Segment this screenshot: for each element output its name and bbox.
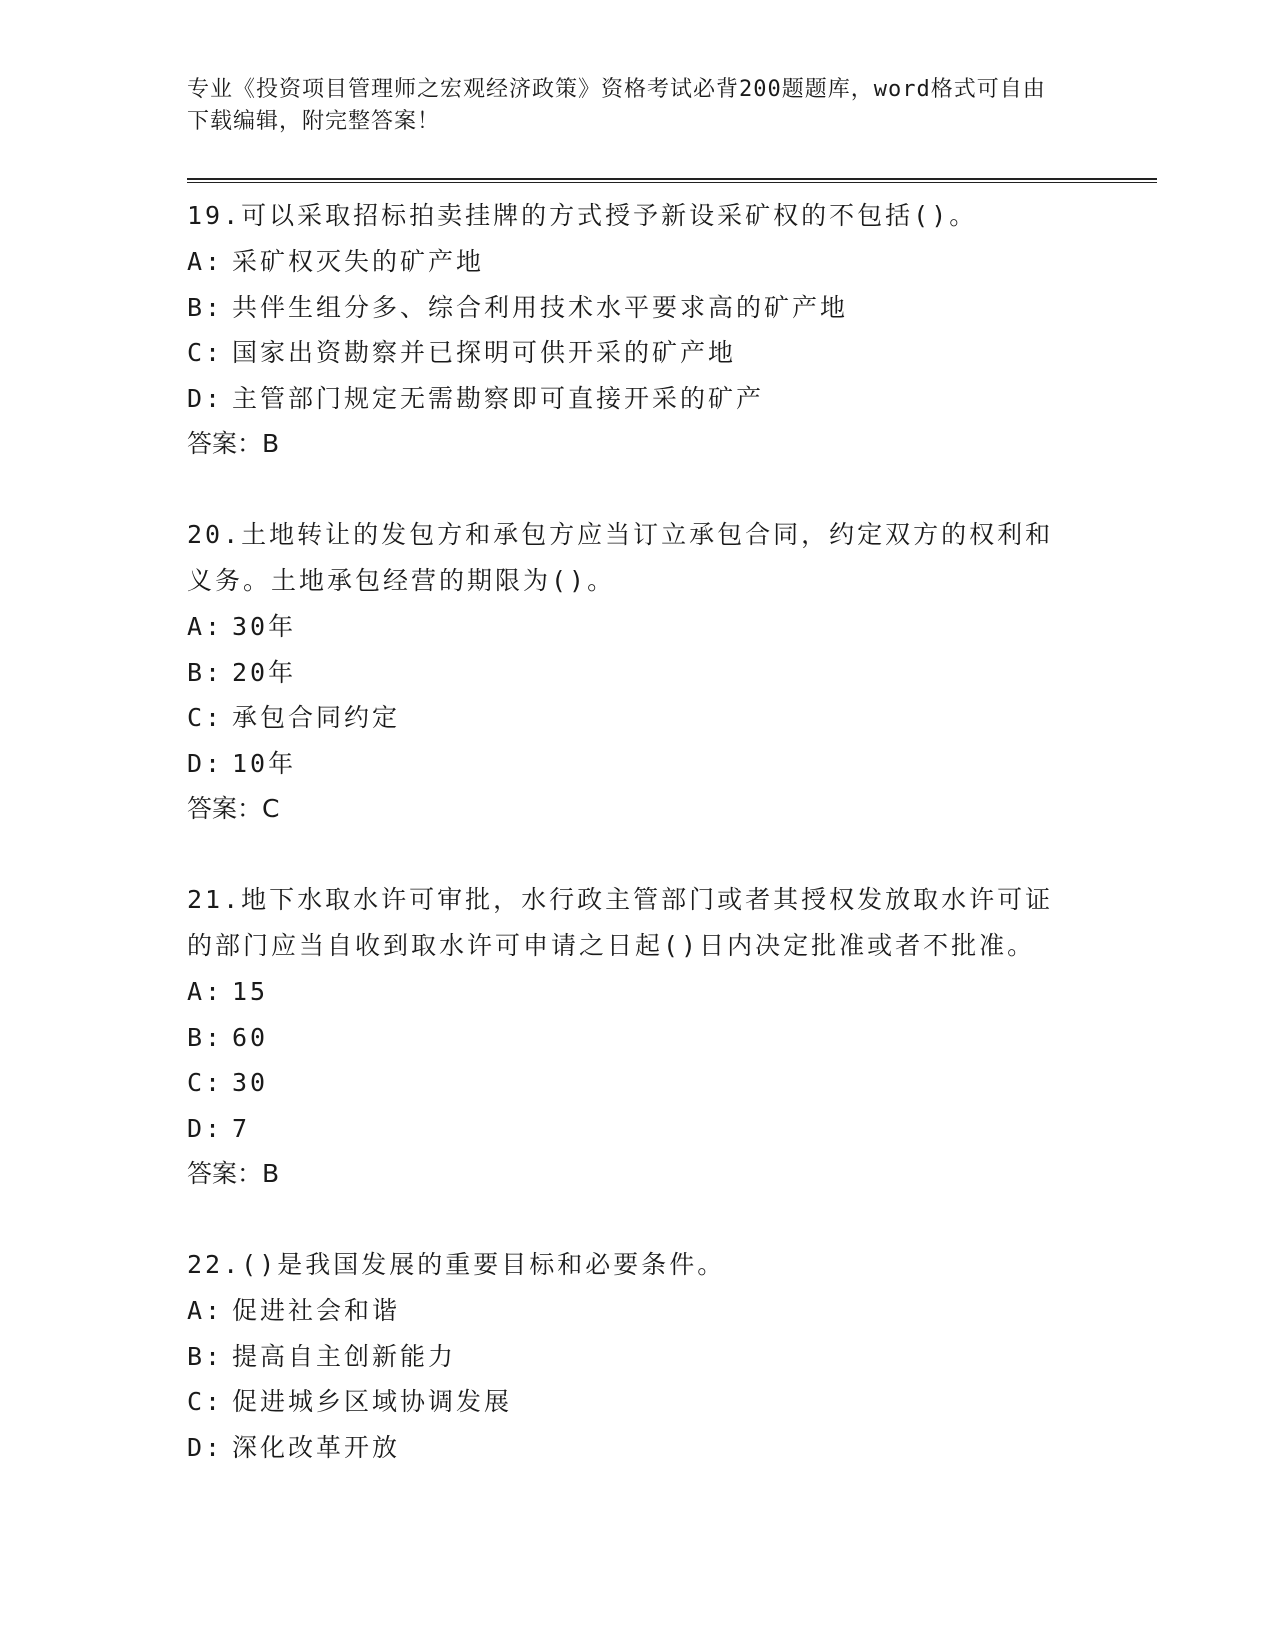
question-stem: 21.地下水取水许可审批，水行政主管部门或者其授权发放取水许可证的部门应当自收到取水许可申请之日起()日内决定批准或者不批准。 [187, 885, 1054, 960]
option-text: 10年 [232, 748, 297, 778]
option-text: 国家出资勘察并已探明可供开采的矿产地 [232, 338, 737, 367]
option-key: A: [187, 1296, 224, 1325]
option-b [187, 1334, 1067, 1380]
option-c [187, 695, 1067, 741]
option-text: 15 [232, 977, 269, 1006]
answer-line: 答案：C [187, 794, 280, 823]
option-key: B: [187, 1341, 224, 1371]
option-c [187, 1060, 1067, 1106]
option-c [187, 330, 1067, 376]
option-key: C: [187, 1068, 224, 1097]
option-d [187, 1106, 1067, 1152]
question-stem: 19.可以采取招标拍卖挂牌的方式授予新设采矿权的不包括()。 [187, 201, 978, 230]
option-c [187, 1379, 1067, 1425]
option-text: 采矿权灭失的矿产地 [232, 247, 485, 276]
answer-line: 答案：B [187, 429, 280, 458]
option-key: A: [187, 977, 224, 1006]
question-list [187, 193, 1067, 1515]
option-d [187, 741, 1067, 787]
option-key: B: [187, 1022, 224, 1052]
option-text: 60 [232, 1022, 269, 1052]
option-key: D: [187, 748, 224, 778]
option-a [187, 604, 1067, 650]
option-b [187, 1015, 1067, 1061]
option-text: 促进社会和谐 [232, 1296, 401, 1325]
option-a [187, 239, 1067, 285]
option-b [187, 285, 1067, 331]
option-key: A: [187, 247, 224, 276]
option-text: 促进城乡区域协调发展 [232, 1387, 513, 1416]
option-key: D: [187, 1432, 224, 1462]
header-divider [187, 178, 1157, 183]
question-stem: 20.土地转让的发包方和承包方应当订立承包合同，约定双方的权利和义务。土地承包经营的期限为()。 [187, 520, 1054, 595]
document-header: 专业《投资项目管理师之宏观经济政策》资格考试必背200题题库，word格式可自由下载编辑，附完整答案！ [187, 77, 1046, 134]
option-text: 30 [232, 1068, 269, 1097]
option-b [187, 650, 1067, 696]
option-key: D: [187, 1113, 224, 1143]
answer-line: 答案：B [187, 1159, 280, 1188]
option-key: C: [187, 703, 224, 732]
option-text: 主管部门规定无需勘察即可直接开采的矿产 [232, 383, 765, 413]
option-key: B: [187, 292, 224, 322]
option-key: C: [187, 338, 224, 367]
option-text: 7 [232, 1113, 251, 1143]
question-21 [187, 877, 1067, 1197]
option-text: 共伴生组分多、综合利用技术水平要求高的矿产地 [232, 292, 849, 322]
question-20 [187, 512, 1067, 832]
question-22 [187, 1242, 1067, 1470]
option-d [187, 376, 1067, 422]
option-key: B: [187, 657, 224, 687]
option-key: C: [187, 1387, 224, 1416]
option-key: A: [187, 612, 224, 641]
option-a [187, 1288, 1067, 1334]
option-text: 30年 [232, 612, 297, 641]
option-text: 提高自主创新能力 [232, 1341, 457, 1371]
option-key: D: [187, 383, 224, 413]
option-text: 承包合同约定 [232, 703, 401, 732]
option-text: 20年 [232, 657, 297, 687]
option-d [187, 1425, 1067, 1471]
option-a [187, 969, 1067, 1015]
option-text: 深化改革开放 [232, 1432, 401, 1462]
question-stem: 22.()是我国发展的重要目标和必要条件。 [187, 1250, 726, 1279]
question-19 [187, 193, 1067, 467]
